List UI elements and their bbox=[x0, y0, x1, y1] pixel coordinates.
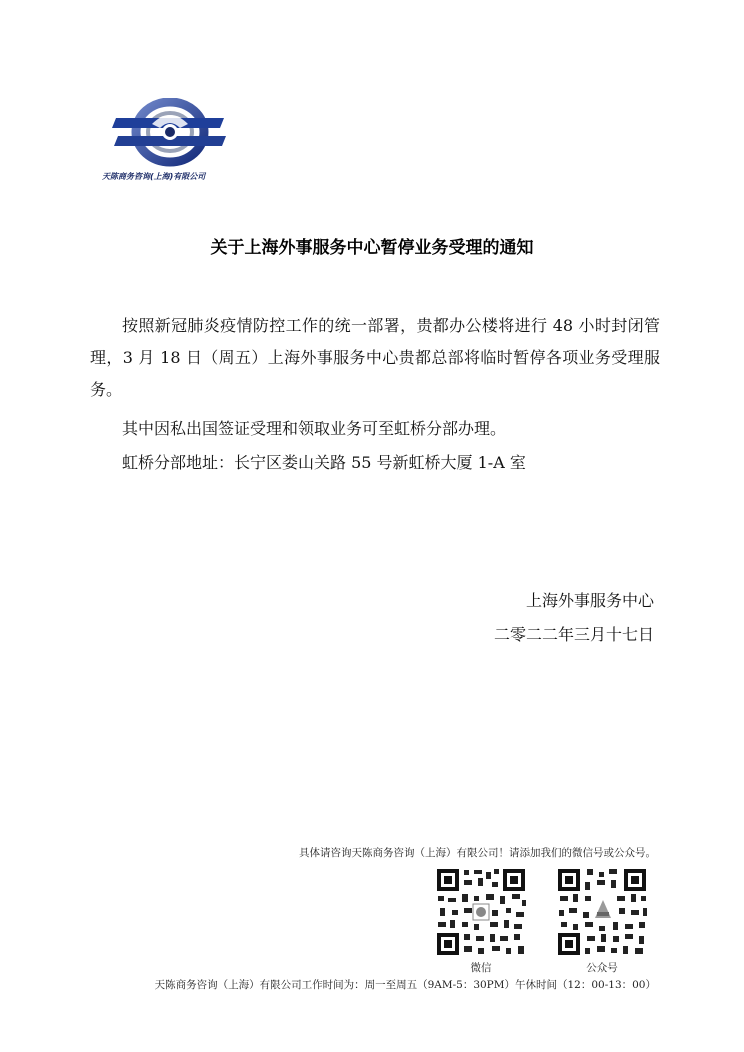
notice-title: 关于上海外事服务中心暂停业务受理的通知 bbox=[210, 238, 534, 258]
company-logo bbox=[100, 98, 240, 188]
notice-body bbox=[90, 310, 660, 479]
notice-paragraph: 其中因私出国签证受理和领取业务可至虹桥分部办理。 bbox=[122, 419, 507, 438]
company-logo-icon bbox=[108, 98, 232, 170]
signature-block bbox=[494, 584, 654, 652]
notice-paragraph: 按照新冠肺炎疫情防控工作的统一部署，贵都办公楼将进行 48 小时封闭管理，3 月 18 日（周五）上海外事服务中心贵都总部将临时暂停各项业务受理服务。 bbox=[90, 316, 660, 399]
official-account-qr-code-icon bbox=[555, 866, 649, 958]
signature-date: 二零二二年三月十七日 bbox=[493, 625, 654, 644]
official-account-qr-label: 公众号 bbox=[586, 962, 618, 974]
contact-note: 具体请咨询天陈商务咨询（上海）有限公司！请添加我们的微信号或公众号。 bbox=[299, 847, 656, 859]
wechat-qr-label: 微信 bbox=[470, 962, 492, 974]
signature-org: 上海外事服务中心 bbox=[525, 591, 654, 610]
working-hours: 天陈商务咨询（上海）有限公司工作时间为：周一至周五（9AM-5：30PM）午休时间（12：00-13：00） bbox=[154, 979, 656, 991]
company-name-logo-text: 天陈商务咨询(上海)有限公司 bbox=[102, 172, 206, 181]
wechat-qr-code-icon bbox=[434, 866, 528, 958]
notice-paragraph: 虹桥分部地址：长宁区娄山关路 55 号新虹桥大厦 1-A 室 bbox=[122, 453, 526, 472]
